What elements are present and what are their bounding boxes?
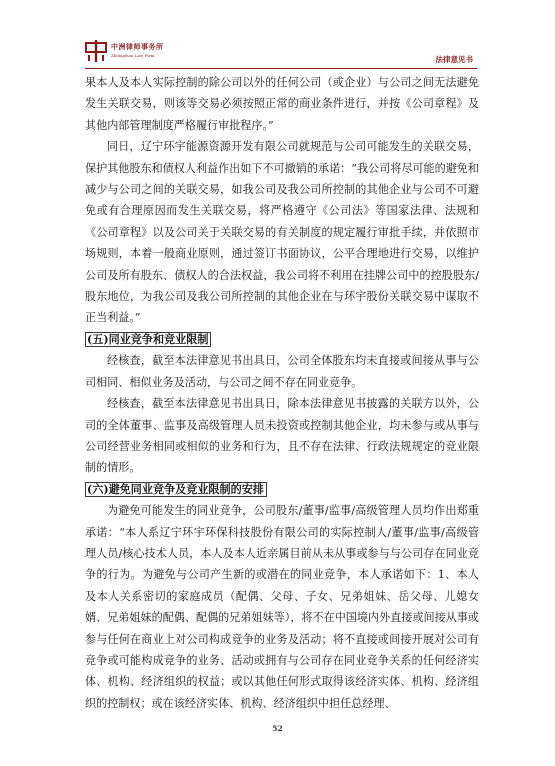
header-divider — [85, 68, 477, 69]
page-header — [85, 40, 477, 66]
paragraph-shareholders-competition: 经核查，截至本法律意见书出具日，公司全体股东均未直接或间接从事与公司相同、相似业务及活动，与公司之间不存在同业竞争。 — [85, 354, 479, 389]
section-heading-5 — [85, 329, 479, 350]
paragraph-related-transaction-commitment: 同日，辽宁环宇能源资源开发有限公司就规范与公司可能发生的关联交易，保护其他股东和债权人利益作出如下不可撤销的承诺：“我公司将尽可能的避免和减少与公司之间的关联交易，如我公司及我公司所控制的其他企业与公司不可避免或有合理原因而发生关联交易，将严格遵守《公司法》等国家法律、法规和《公司章程》以及公司关于关联交易的有关制度的规定履行审批手续，并依照市场规则，本着一般商业原则，通过签订书面协议，公平合理地进行交易，以维护公司及所有股东、债权人的合法权益，我公司将不利用在挂牌公司中的控股股东/股东地位，为我公司及我公司所控制的其他企业在与环宇股份关联交易中谋取不正当利益。” — [85, 140, 479, 325]
document-type-label: 法律意见书 — [435, 55, 473, 64]
section-heading-5-text: (五)同业竞争和竞业限制 — [85, 332, 211, 347]
section-heading-6 — [85, 479, 479, 500]
firm-name-en: Zhongzhou Law Firm — [111, 53, 155, 58]
firm-name-block — [111, 42, 164, 58]
paragraph-directors-competition: 经核查，截至本法律意见书出具日，除本法律意见书披露的关联方以外，公司的全体董事、监事及高级管理人员未投资或控制其他企业，均未参与或从事与公司经营业务相同或相似的业务和行为，且不存在法律、行政法规规定的竞业限制的情形。 — [85, 397, 479, 475]
paragraph-continuation: 果本人及本人实际控制的除公司以外的任何公司（或企业）与公司之间无法避免发生关联交易，则该等交易必须按照正常的商业条件进行，并按《公司章程》及其他内部管理制度严格履行审批程序。” — [85, 76, 479, 132]
document-body — [85, 72, 479, 714]
paragraph-non-compete-commitment: 为避免可能发生的同业竞争，公司股东/董事/监事/高级管理人员均作出郑重承诺：“本人系辽宁环宇环保科技股份有限公司的实际控制人/董事/监事/高级管理人员/核心技术人员，本人及本人近亲属目前从未从事或参与与公司存在同业竞争的行为。为避免与公司产生新的或潜在的同业竞争，本人承诺如下：1、本人及本人关系密切的家庭成员（配偶、父母、子女、兄弟姐妹、岳父母、儿媳女婿、兄弟姐妹的配偶、配偶的兄弟姐妹等），将不在中国境内外直接或间接从事或参与任何在商业上对公司构成竞争的业务及活动；将不直接或间接开展对公司有竞争或可能构成竞争的业务、活动或拥有与公司存在同业竞争关系的任何经济实体、机构、经济组织的权益；或以其他任何形式取得该经济实体、机构、经济组织的控制权；或在该经济实体、机构、经济组织中担任总经理、 — [85, 504, 479, 710]
zhongzhou-logo-icon — [85, 40, 107, 62]
section-heading-6-text: (六)避免同业竞争及竞业限制的安排 — [85, 482, 267, 497]
page-number: 52 — [272, 724, 283, 733]
firm-name-cn: 中洲律师事务所 — [111, 42, 164, 51]
